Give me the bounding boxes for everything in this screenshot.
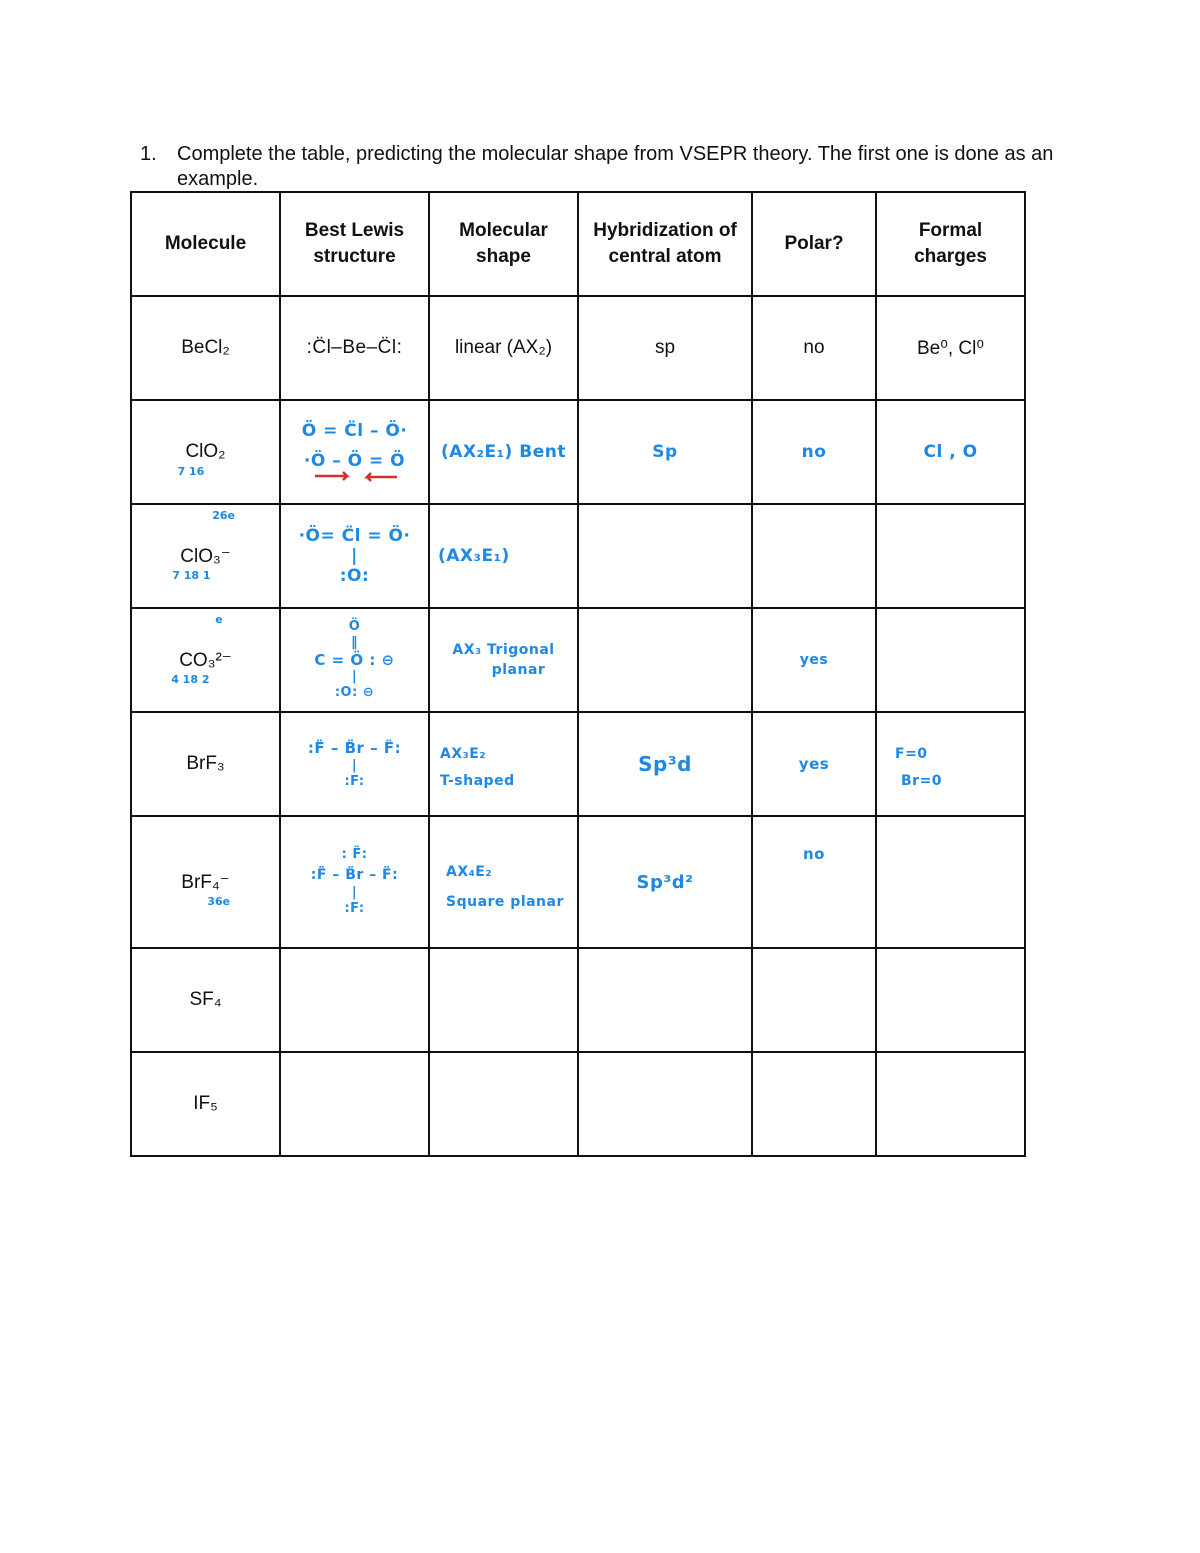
- hybridization: sp: [654, 337, 676, 358]
- molecule-wrap: [171, 612, 232, 686]
- polarity: no: [803, 845, 825, 863]
- molecule-name: BrF₄⁻: [181, 871, 230, 893]
- polar-cell: [752, 400, 876, 504]
- handwritten-note: e: [215, 612, 223, 626]
- molecule-wrap: [177, 441, 226, 478]
- lewis-cell: [280, 948, 429, 1052]
- header-shape-text: Molecular shape: [459, 220, 548, 267]
- lewis-cell: [280, 608, 429, 712]
- question-text: Complete the table, predicting the molecular shape from VSEPR theory. The first one is done as an example.: [177, 143, 1054, 190]
- table-row: [131, 400, 1025, 504]
- table-row: [131, 608, 1025, 712]
- molecular-shape: T-shaped: [440, 773, 515, 789]
- table-row: [131, 712, 1025, 816]
- polarity: yes: [798, 754, 830, 773]
- charges-cell: [876, 400, 1025, 504]
- molecule-cell: [131, 504, 280, 608]
- polar-cell: [752, 296, 876, 400]
- lewis-line: :F:: [344, 901, 365, 916]
- hybridization: Sp³d: [638, 752, 692, 776]
- header-lewis: [280, 192, 429, 296]
- formal-charges: Cl , O: [923, 442, 978, 462]
- molecule-cell: [131, 608, 280, 712]
- charges-cell: [876, 296, 1025, 400]
- polar-cell: [752, 816, 876, 948]
- lewis-line: C = Ö : ⊖: [314, 651, 395, 669]
- hybrid-cell: [578, 1052, 752, 1156]
- polar-cell: [752, 948, 876, 1052]
- charges-cell: [876, 1052, 1025, 1156]
- molecule-name: ClO₃⁻: [180, 545, 231, 567]
- molecule-name: IF₅: [193, 1093, 218, 1114]
- lewis-line: :F̈ – B̈r – F̈:: [307, 739, 402, 757]
- lewis-structure: :C̈l–Be–C̈l:: [306, 337, 403, 358]
- hybrid-cell: [578, 400, 752, 504]
- header-molecule: Molecule: [131, 192, 280, 296]
- molecular-shape: Square planar: [446, 894, 564, 910]
- header-shape: [429, 192, 578, 296]
- molecule-name: BeCl₂: [181, 337, 230, 358]
- formal-charges: F=0: [895, 746, 928, 762]
- shape-cell: [429, 608, 578, 712]
- lewis-line: |: [351, 758, 358, 773]
- shape-cell: [429, 948, 578, 1052]
- molecule-cell: [131, 400, 280, 504]
- molecular-shape: AX₃ Trigonal: [452, 642, 555, 658]
- vsepr-table: [130, 191, 1026, 1157]
- molecule-name: ClO₂: [185, 441, 226, 462]
- resonance-arrows: [305, 471, 405, 483]
- lewis-cell: [280, 400, 429, 504]
- molecule-wrap: [181, 871, 231, 908]
- lewis-line: :O:: [339, 566, 370, 586]
- molecule-cell: [131, 816, 280, 948]
- shape-cell: [429, 1052, 578, 1156]
- handwritten-note: 7 16: [177, 465, 205, 478]
- shape-cell: [429, 400, 578, 504]
- header-hybrid-text: Hybridization of central atom: [593, 220, 737, 267]
- lewis-line: :O: ⊖: [334, 685, 375, 700]
- molecular-shape: AX₃E₂: [440, 746, 486, 762]
- molecular-shape: (AX₃E₁): [438, 546, 510, 566]
- lewis-line: : F̈:: [341, 847, 368, 862]
- molecular-shape: linear (AX₂): [454, 337, 553, 358]
- molecule-cell: [131, 1052, 280, 1156]
- charges-cell: [876, 816, 1025, 948]
- polarity: no: [801, 442, 827, 462]
- charges-cell: [876, 712, 1025, 816]
- handwritten-note: 36e: [207, 894, 231, 908]
- handwritten-note: 4 18 2: [171, 672, 210, 686]
- hybridization: Sp: [652, 442, 678, 462]
- lewis-line: ·Ö – Ö = Ö: [303, 451, 406, 471]
- header-row: [131, 192, 1025, 296]
- hybrid-cell: [578, 816, 752, 948]
- charges-cell: [876, 948, 1025, 1052]
- lewis-cell: [280, 712, 429, 816]
- table-row: [131, 816, 1025, 948]
- table-row: [131, 1052, 1025, 1156]
- lewis-line: Ö = C̈l – Ö·: [301, 421, 408, 441]
- polar-cell: [752, 504, 876, 608]
- molecule-wrap: [172, 508, 236, 582]
- lewis-cell: [280, 296, 429, 400]
- lewis-line: ·Ö= C̈l = Ö·: [298, 526, 411, 546]
- polar-cell: [752, 608, 876, 712]
- lewis-cell: [280, 816, 429, 948]
- shape-cell: [429, 504, 578, 608]
- header-hybrid: [578, 192, 752, 296]
- lewis-line: |: [351, 885, 358, 900]
- molecule-cell: [131, 948, 280, 1052]
- shape-cell: [429, 816, 578, 948]
- table-row: [131, 296, 1025, 400]
- shape-cell: [429, 296, 578, 400]
- lewis-line: :F:: [344, 774, 365, 789]
- hybrid-cell: [578, 296, 752, 400]
- molecular-shape: planar: [491, 662, 546, 678]
- formal-charges: Br=0: [901, 773, 943, 789]
- lewis-line: Ö: [348, 619, 361, 634]
- hybrid-cell: [578, 504, 752, 608]
- header-charges-text: Formal charges: [914, 220, 987, 267]
- header-lewis-text: Best Lewis structure: [304, 220, 405, 267]
- molecular-shape: (AX₂E₁) Bent: [441, 442, 566, 462]
- formal-charges: Be⁰, Cl⁰: [917, 337, 984, 359]
- header-charges: [876, 192, 1025, 296]
- lewis-cell: [280, 504, 429, 608]
- question-number: 1.: [140, 143, 157, 165]
- polar-cell: [752, 1052, 876, 1156]
- table-row: [131, 948, 1025, 1052]
- polarity: yes: [799, 652, 829, 668]
- hybrid-cell: [578, 608, 752, 712]
- lewis-line: |: [351, 669, 358, 684]
- molecule-name: BrF₃: [186, 753, 225, 774]
- molecule-name: SF₄: [189, 989, 222, 1010]
- charges-cell: [876, 504, 1025, 608]
- lewis-line: :F̈ – B̈r – F̈:: [310, 867, 399, 883]
- lewis-line: |: [351, 546, 358, 566]
- polar-cell: [752, 712, 876, 816]
- molecular-shape: AX₄E₂: [446, 864, 492, 880]
- polarity: no: [803, 337, 825, 358]
- handwritten-note: 26e: [212, 508, 236, 522]
- hybrid-cell: [578, 948, 752, 1052]
- hybrid-cell: [578, 712, 752, 816]
- molecule-cell: [131, 296, 280, 400]
- shape-cell: [429, 712, 578, 816]
- hybridization: Sp³d²: [636, 871, 694, 893]
- table-row: [131, 504, 1025, 608]
- lewis-cell: [280, 1052, 429, 1156]
- molecule-cell: [131, 712, 280, 816]
- molecule-name: CO₃²⁻: [179, 649, 232, 671]
- handwritten-note: 7 18 1: [172, 568, 211, 582]
- charges-cell: [876, 608, 1025, 712]
- header-polar: Polar?: [752, 192, 876, 296]
- lewis-line: ‖: [351, 635, 358, 650]
